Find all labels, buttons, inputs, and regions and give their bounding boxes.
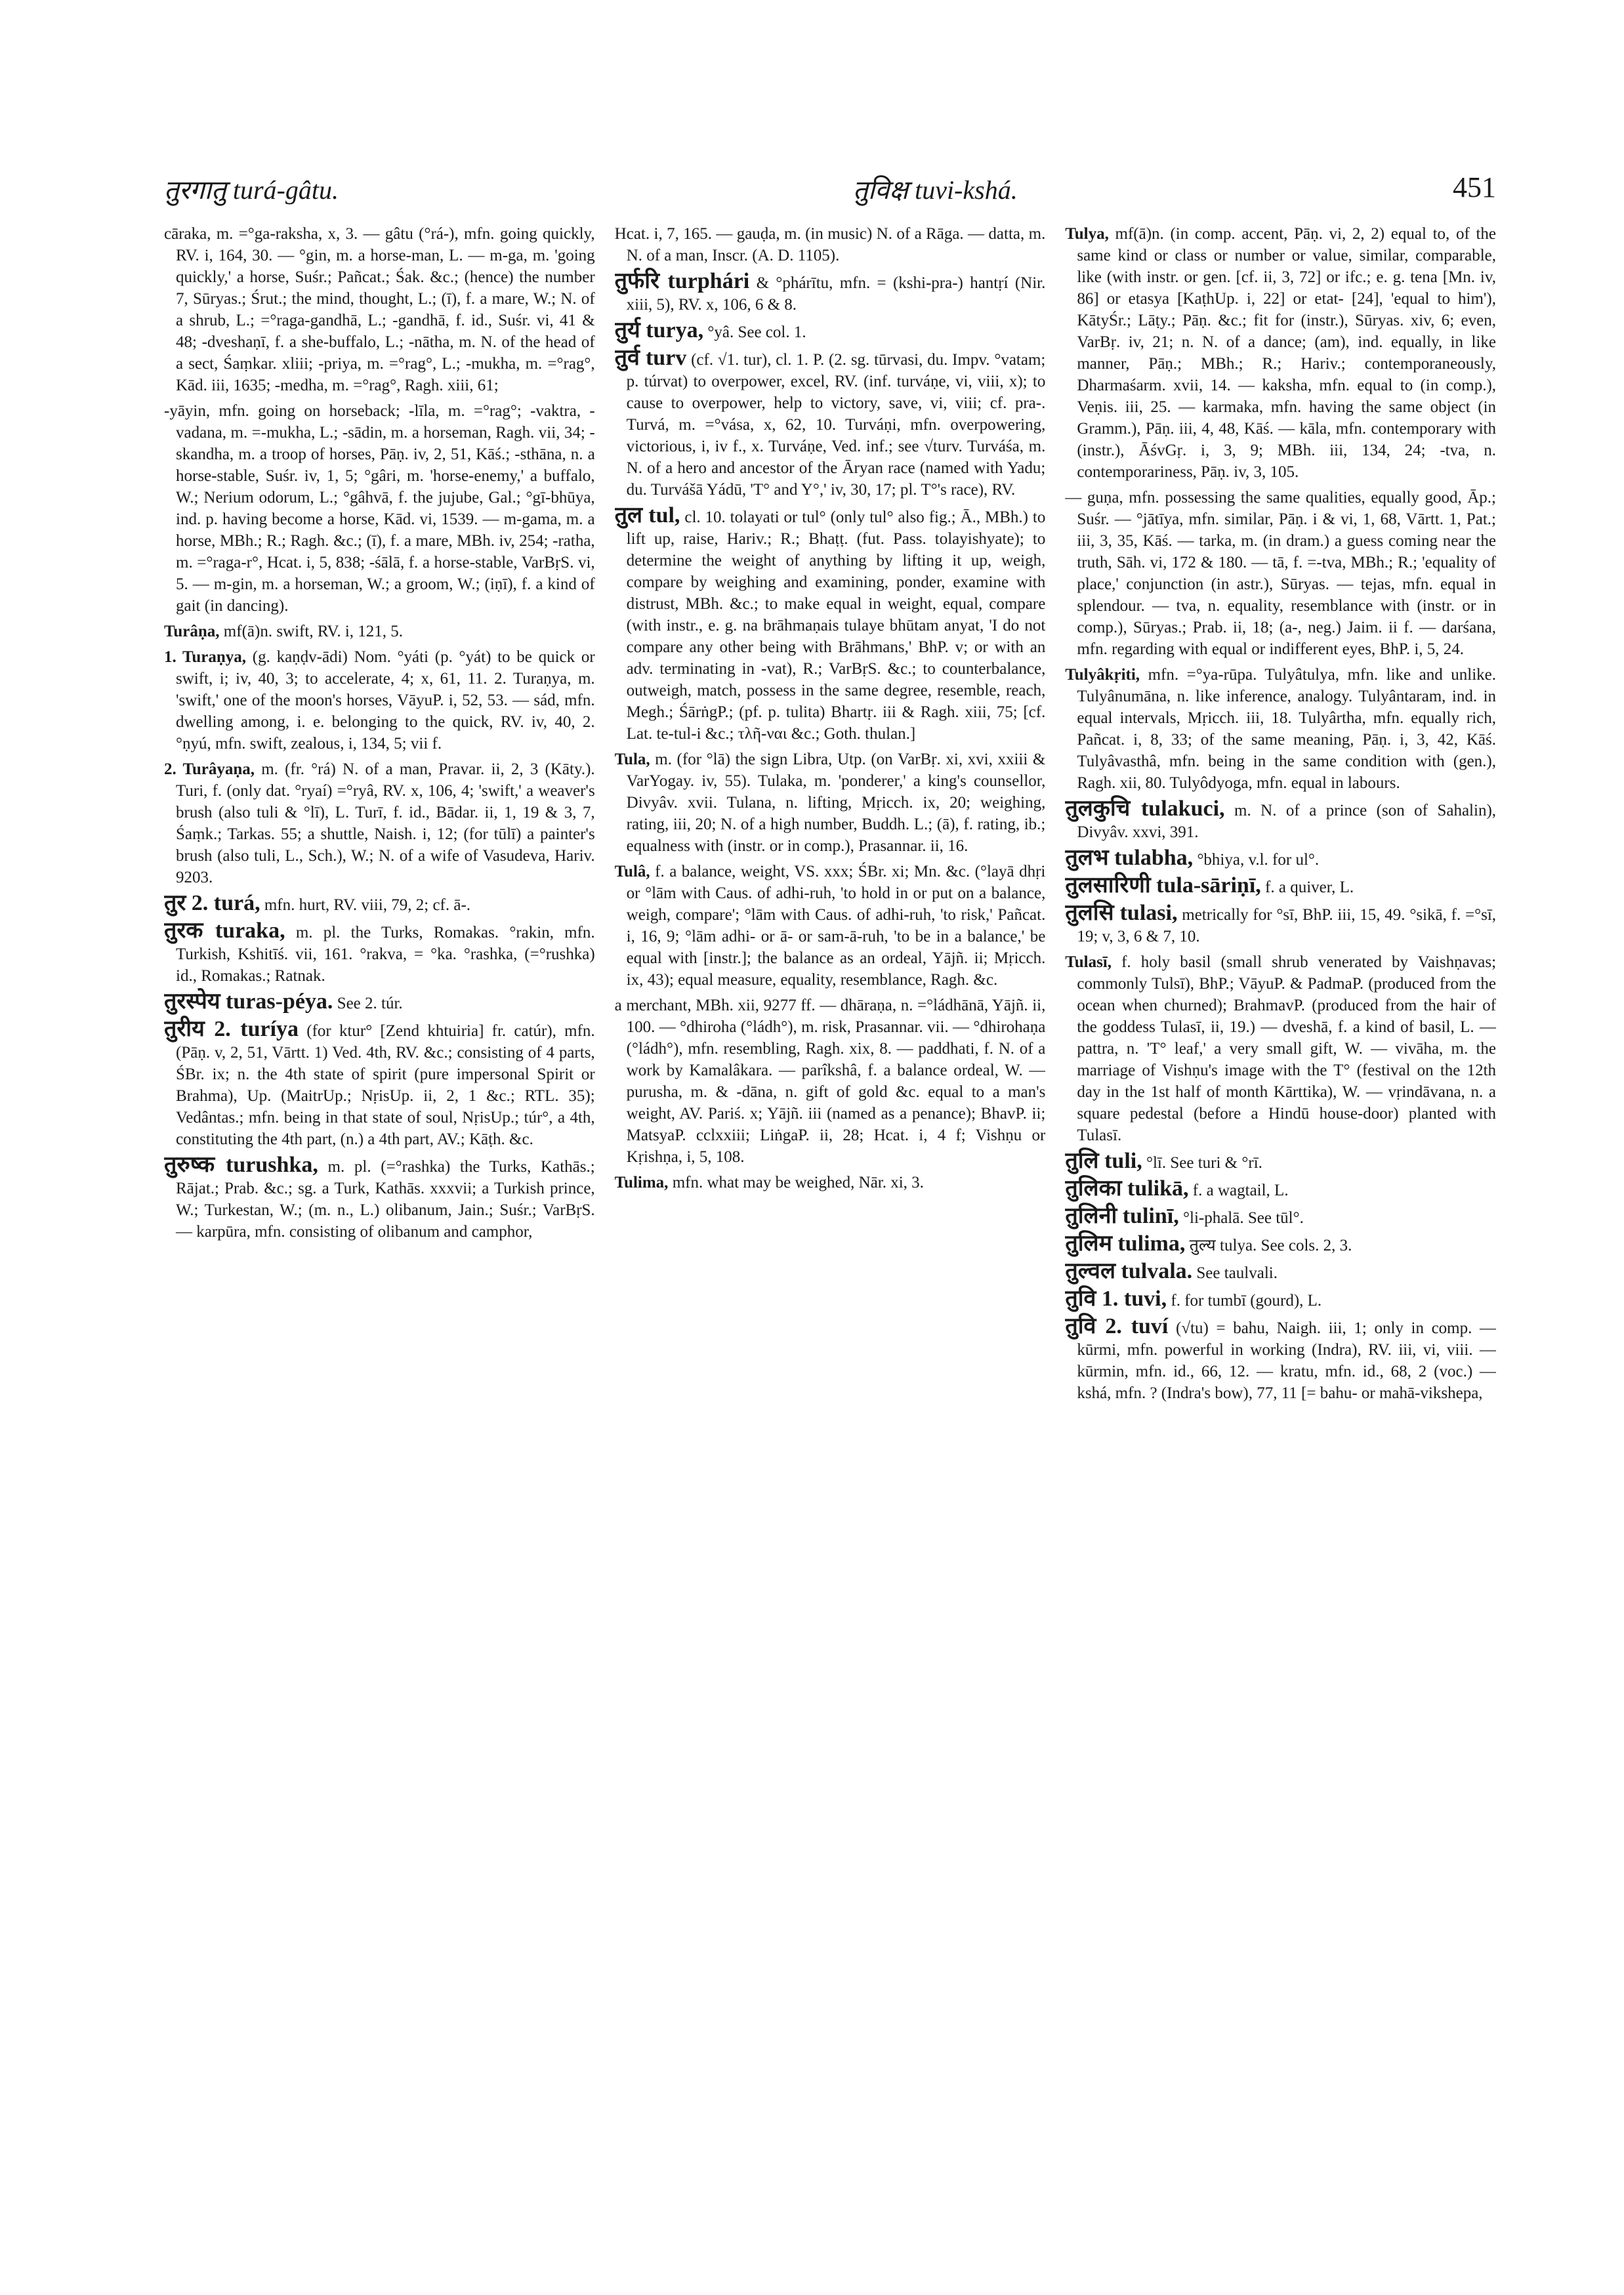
page-number: 451 (1453, 171, 1496, 203)
entry-definition: f. a balance, weight, VS. xxx; ŚBr. xi; Mn. &c. (°layā dhṛi or °lām with Caus. of adhi-ruh, 'to hold in or put on a balance, weigh, compare'; °lām with Caus. of adhi-ruh, 'to risk,' Pañcat. i, 16, 9; °lām adhi- or ā- or sam-ā-ruh, 'to be in a balance,' be equal with [instr.]; the balance as an ordeal, Yājñ. ii; Mṛicch. ix, 43); equal measure, equality, resemblance, Ragh. &c. (626, 863, 1046, 989)
entry-definition: °li-phalā. See tūl°. (1183, 1209, 1304, 1227)
entry-definition: & °phárītu, mfn. = (kshi-pra-) hantṛí (Nir. xiii, 5), RV. x, 106, 6 & 8. (626, 274, 1046, 314)
entry-definition: cl. 10. tolayati or tul° (only tul° also fig.; Ā., MBh.) to lift up, raise, Hariv.; R.; Bhaṭṭ. (fut. Pass. tolayishyate); to determine the weight of anything by lifting it up, weigh, compare by weighing and examining, ponder, examine with distrust, MBh. &c.; to make equal in weight, equal, compare (with instr., e. g. na brāhmaṇais tulaye bhūtam anyat, 'I do not compare any other being with Brāhmans,' BhP. v; or with an adv. terminating in -vat), R.; VarBṛS. &c.; to counterbalance, outweigh, match, possess in the same degree, resemble, reach, Megh.; ŚārṅgP.; (pf. p. tulita) Bhartṛ. iii & Ragh. xiii, 75; [cf. Lat. te-tul-i &c.; τλῆ-ναι &c.; Goth. thulan.] (626, 508, 1046, 743)
header-left-guideword: तुरगातु turá-gâtu. (164, 175, 339, 205)
dictionary-entry (615, 995, 1046, 1168)
entry-definition: m. pl. (=°rashka) the Turks, Kathās.; Rājat.; Prab. &c.; sg. a Turk, Kathās. xxxvii; a Turkish prince, W.; Turkestan, W.; (m. n., L.) olibanum, Jain.; Suśr.; VarBṛS. — karpūra, mfn. consisting of olibanum and camphor, (176, 1158, 595, 1241)
entry-definition: -yāyin, mfn. going on horseback; -līla, m. =°rag°; -vaktra, -vadana, m. =-mukha, L.; -sādin, m. a horseman, Ragh. vii, 34; -skandha, m. a troop of horses, Pāṇ. iv, 2, 51, Kāś.; -sthāna, n. a horse-stable, Suśr. iv, 1, 5; °gâri, m. 'horse-enemy,' a buffalo, W.; Nerium odorum, L.; °gâhvā, f. the jujube, Gal.; °gī-bhūya, ind. p. having become a horse, Kād. vi, 1539. — m-gama, m. a horse, MBh.; R.; Ragh. &c.; (ī), f. a mare, MBh. iv, 254; -ratha, m. =°raga-r°, Hcat. i, 5, 838; -śālā, f. a horse-stable, VarBṛS. vi, 5. — m-gin, m. a horseman, W.; a groom, W.; (iṇī), f. a kind of gait (in dancing). (164, 402, 595, 615)
entry-headword: Tulasī, (1065, 953, 1112, 971)
entry-headword: 2. Turâyaṇa, (164, 760, 255, 778)
header-right-guideword: तुविक्ष tuvi-kshá. (853, 175, 1018, 205)
dictionary-entry (164, 223, 595, 396)
entry-definition: f. a quiver, L. (1265, 879, 1354, 896)
entry-headword: तुलिनी tulinī, (1065, 1204, 1179, 1228)
entry-definition: °bhiya, v.l. for ul°. (1197, 851, 1320, 869)
entry-definition: metrically for °sī, BhP. iii, 15, 49. °sikā, f. =°sī, 19; v, 3, 6 & 7, 10. (1077, 906, 1497, 945)
entry-definition: f. holy basil (small shrub venerated by Vaishṇavas; commonly Tulsī), BhP.; VāyuP. & PadmaP. (produced from the ocean when churned); BrahmavP. (produced from the hair of the goddess Tulasī, ii, 19.) — dveshā, f. a kind of basil, L. — pattra, n. 'T° leaf,' a very small gift, W. — vivāha, m. the marriage of Vishṇu's image with the T° (festival on the 12th day in the 1st half of month Kārttika), W. — vṛindāvana, n. a square pedestal (before a Hindū house-door) planted with Tulasī. (1077, 953, 1497, 1144)
entry-headword: तुरस्पेय turas-péya. (164, 989, 333, 1014)
dictionary-entry (1065, 798, 1496, 843)
column-right (1065, 223, 1496, 2152)
dictionary-entry (164, 920, 595, 987)
entry-headword: Turâṇa, (164, 623, 220, 640)
entry-definition: तुल्य tulya. See cols. 2, 3. (1189, 1237, 1352, 1254)
dictionary-entry (164, 1154, 595, 1243)
entry-headword: तुलिका tulikā, (1065, 1176, 1189, 1201)
entry-headword: तुर 2. turá, (164, 891, 260, 915)
dictionary-entry (1065, 847, 1496, 871)
entry-headword: तुलभ tulabha, (1065, 846, 1194, 870)
entry-definition: mfn. hurt, RV. viii, 79, 2; cf. ā-. (264, 896, 471, 914)
dictionary-entry (1065, 875, 1496, 898)
dictionary-entry (164, 1018, 595, 1150)
dictionary-entry (615, 1172, 1046, 1193)
dictionary-entry (1065, 223, 1496, 483)
dictionary-entry (1065, 664, 1496, 794)
dictionary-entry (1065, 1178, 1496, 1201)
entry-definition: m. N. of a prince (son of Sahalin), Divyâv. xxvi, 391. (1077, 802, 1497, 841)
dictionary-entry (164, 991, 595, 1014)
dictionary-entry (1065, 902, 1496, 947)
dictionary-entry (615, 749, 1046, 857)
dictionary-entry (164, 621, 595, 642)
entry-definition: m. (fr. °rá) N. of a man, Pravar. ii, 2, 3 (Kāty.). Turi, f. (only dat. °ryaí) =°ryâ, RV. x, 106, 4; 'swift,' a weaver's brush (also tuli & °lī), L. Turī, f. id., Bādar. ii, 1, 19 & 3, 7, Śaṃk.; Tarkas. 55; a shuttle, Naish. i, 12; (for tūlī) a painter's brush (also tuli, L., Sch.), W.; N. of a wife of Vasudeva, Hariv. 9203. (176, 760, 595, 886)
dictionary-entry (1065, 487, 1496, 660)
entry-headword: तुलि tuli, (1065, 1149, 1142, 1173)
entry-definition: °lī. See turi & °rī. (1146, 1154, 1262, 1172)
entry-headword: Tulyâkṛiti, (1065, 666, 1140, 684)
dictionary-entry (164, 646, 595, 755)
entry-definition: See 2. túr. (337, 995, 403, 1012)
entry-definition: (g. kaṇḍv-ādi) Nom. °yáti (p. °yát) to be quick or swift, i; iv, 40, 3; to accelerate, 4; x, 61, 11. 2. Turaṇya, m. 'swift,' one of the moon's horses, VāyuP. i, 52, 53. — sád, mfn. dwelling among, i. e. belonging to the quick, RV. iv, 40, 2. °ṇyú, mfn. swift, zealous, i, 134, 5; vii f. (176, 648, 595, 753)
dictionary-entry (615, 347, 1046, 501)
entry-headword: Tulâ, (614, 863, 650, 880)
entry-definition: (for ktur° [Zend khtuiria] fr. catúr), mfn. (Pāṇ. v, 2, 51, Vārtt. 1) Ved. 4th, RV. &c.; consisting of 4 parts, ŚBr. ix; n. the 4th state of spirit (pure impersonal Spirit or Brahma), Up. (MaitrUp.; NṛisUp. ii, 2, 1 &c.; RTL. 35); Vedântas.; mfn. being in that state of soul, NṛisUp.; túr°, a 4th, constituting the 4th part, (n.) a 4th part, AV.; Kāṭh. &c. (176, 1022, 595, 1148)
dictionary-entry (1065, 1233, 1496, 1256)
entry-headword: 1. Turaṇya, (164, 648, 247, 666)
entry-definition: mfn. what may be weighed, Nār. xi, 3. (672, 1174, 924, 1191)
entry-headword: तुर्व turv (614, 346, 687, 370)
dictionary-entry (615, 505, 1046, 745)
entry-definition: m. pl. the Turks, Romakas. °rakin, mfn. Turkish, Kshitīś. vii, 161. °rakva, = °ka. °rashka, (=°rushka) id., Romakas.; Ratnak. (176, 924, 595, 985)
entry-definition: f. for tumbī (gourd), L. (1171, 1292, 1322, 1310)
entry-definition: f. a wagtail, L. (1192, 1182, 1289, 1199)
entry-headword: तुल्वल tulvala. (1065, 1259, 1193, 1283)
dictionary-entry (1065, 1315, 1496, 1404)
entry-definition: cāraka, m. =°ga-raksha, x, 3. — gâtu (°rá-), mfn. going quickly, RV. i, 164, 30. — °gin, m. a horse-man, L. — m-ga, m. 'going quickly,' a horse, Suśr.; Pañcat.; Śak. &c.; (hence) the number 7, Sūryas.; Śrut.; the mind, thought, L.; (ī), f. a mare, W.; N. of a shrub, L.; =°raga-gandhā, L.; -gandhā, f. id., Suśr. vi, 41 & 48; -dveshaṇī, f. a she-buffalo, L.; -nātha, m. N. of the head of a sect, Śaṃkar. xliii; -priya, m. =°rag°, L.; -mukha, m. =°rag°, Kād. iii, 1635; -medha, m. =°rag°, Ragh. xiii, 61; (164, 225, 595, 394)
entry-definition: m. (for °lā) the sign Libra, Utp. (on VarBṛ. xi, xvi, xxiii & VarYogay. iv, 55). Tulaka, m. 'ponderer,' a king's counsellor, Divyâv. xvii. Tulana, n. lifting, Mṛicch. ix, 20; weighing, rating, iii, 20; N. of a high number, Buddh. L.; (ā), f. rating, ib.; equalness with (instr. or in comp.), Prasannar. ii, 16. (626, 751, 1046, 855)
entry-definition: Hcat. i, 7, 165. — gauḍa, m. (in music) N. of a Rāga. — datta, m. N. of a man, Inscr. (A. D. 1105). (614, 225, 1046, 264)
entry-headword: Tula, (614, 751, 650, 768)
dictionary-entry (615, 223, 1046, 266)
dictionary-entry (164, 892, 595, 916)
entry-headword: तुल tul, (614, 503, 680, 527)
entry-headword: तुलिम tulima, (1065, 1231, 1186, 1256)
entry-definition: mf(ā)n. (in comp. accent, Pāṇ. vi, 2, 2) equal to, of the same kind or class or number or value, similar, comparable, like (with instr. or gen. [cf. ii, 3, 72] or ifc.; e. g. tena [Mn. iv, 86] or etasya [KaṭhUp. i, 22] or etat- [24], 'equal to him'), KātyŚr.; Lāṭy.; Pāṇ. &c.; fit for (instr.), Sūryas. xiv, 6; even, VarBṛ. iv, 21; n. N. of a dance; (am), ind. equally, in like manner, Pāṇ.; MBh.; R.; Hariv.; contemporaneously, Dharmaśarm. xvii, 14. — kaksha, mfn. equal to (in comp.), Veṇis. iii, 25. — karmaka, mfn. having the same object (in Gramm.), Pāṇ. iii, 4, 48, Kāś. — kāla, mfn. contemporary with (instr.), ĀśvGṛ. i, 3, 9; MBh. iii, 134, 24; -tva, n. contemporariness, Pāṇ. iv, 3, 105. (1077, 225, 1497, 481)
entry-definition: — guṇa, mfn. possessing the same qualities, equally good, Āp.; Suśr. — °jātīya, mfn. similar, Pāṇ. i & vi, 1, 68, Vārtt. 1, Pat.; iii, 3, 35, Kāś. — tarka, m. (in dram.) a guess coming near the truth, Sāh. vi, 172 & 180. — tā, f. =-tva, MBh.; R.; 'equality of place,' conjunction (in astr.), Sūryas. — tejas, mfn. equal in splendour. — tva, n. equality, resemblance with (instr. or in comp.), Sūryas.; Prab. ii, 18; (a-, neg.) Jaim. ii f. — darśana, mfn. regarding with equal or indifferent eyes, BhP. i, 5, 24. (1065, 489, 1497, 658)
dictionary-entry (1065, 1150, 1496, 1174)
dictionary-entry (615, 861, 1046, 991)
dictionary-entry (164, 400, 595, 617)
running-header (164, 171, 1496, 210)
column-left (164, 223, 595, 2152)
dictionary-entry (1065, 1260, 1496, 1284)
entry-headword: तुर्फरि turphári (614, 269, 750, 293)
dictionary-entry (164, 758, 595, 888)
entry-definition: °yâ. See col. 1. (707, 323, 806, 341)
entry-headword: तुवि 2. tuví (1065, 1314, 1169, 1338)
entry-headword: Tulima, (614, 1174, 669, 1191)
dictionary-entry (615, 270, 1046, 316)
entry-headword: तुलसि tulasi, (1065, 901, 1178, 925)
entry-headword: तुरीय 2. turíya (164, 1017, 299, 1041)
entry-definition: (cf. √1. tur), cl. 1. P. (2. sg. tūrvasi, du. Impv. °vatam; p. túrvat) to overpower, excel, RV. (inf. turváṇe, vi, viii, x); to cause to overpower, help to victory, save, vi, viii; cf. pra-. Turvá, m. =°vása, x, 62, 10. Turváṇi, mfn. overpowering, victorious, i, iv f., x. Turváṇe, Ved. inf.; see √turv. Turváśa, m. N. of a hero and ancestor of the Āryan race (named with Yadu; du. Turvášā Yádū, 'T° and Y°,' iv, 30, 17; pl. T°'s race), RV. (626, 351, 1046, 499)
dictionary-entry (1065, 951, 1496, 1146)
entry-headword: तुवि 1. tuvi, (1065, 1287, 1167, 1311)
entry-headword: Tulya, (1065, 225, 1109, 243)
entry-headword: तुलसारिणी tula-sāriṇī, (1065, 873, 1261, 898)
dictionary-entry (1065, 1205, 1496, 1229)
entry-headword: तुर्य turya, (614, 318, 704, 342)
dictionary-entry (1065, 1288, 1496, 1312)
entry-definition: See taulvali. (1196, 1264, 1278, 1282)
dictionary-columns (164, 223, 1496, 2152)
column-middle (615, 223, 1046, 2152)
entry-headword: तुरक turaka, (164, 919, 285, 943)
entry-headword: तुरुष्क turushka, (164, 1153, 318, 1177)
entry-definition: a merchant, MBh. xii, 9277 ff. — dhāraṇa, n. =°ládhānā, Yājñ. ii, 100. — °dhiroha (°ládh°), m. risk, Prasannar. vii. — °dhirohaṇa (°ládh°), mfn. resembling, Ragh. xix, 8. — paddhati, f. N. of a work by Kamalâkara. — parîkshâ, f. a balance ordeal, W. — purusha, m. & -dāna, n. gift of gold &c. equal to a man's weight, AV. Pariś. x; Yājñ. iii (named as a penance); BhavP. ii; MatsyaP. cclxxiii; LiṅgaP. ii, 28; Hcat. i, 4 f; Vishṇu or Kṛishṇa, i, 5, 108. (614, 997, 1046, 1166)
entry-headword: तुलकुचि tulakuci, (1065, 796, 1225, 821)
entry-definition: mf(ā)n. swift, RV. i, 121, 5. (223, 623, 404, 640)
entry-definition: (√tu) = bahu, Naigh. iii, 1; only in comp. — kūrmi, mfn. powerful in working (Indra), RV. iii, vi, viii. — kūrmin, mfn. id., 66, 12. — kratu, mfn. id., 68, 2 (voc.) — kshá, mfn. ? (Indra's bow), 77, 11 [= bahu- or mahā-vikshepa, (1077, 1319, 1497, 1402)
dictionary-entry (615, 320, 1046, 343)
entry-definition: mfn. =°ya-rūpa. Tulyâtulya, mfn. like and unlike. Tulyânumāna, n. like inference, analogy. Tulyântaram, ind. in equal intervals, Mṛicch. iii, 18. Tulyârtha, mfn. equally rich, Pañcat. i, 8, 33; of the same meaning, Pāṇ. i, 3, 42, Kāś. Tulyâvasthâ, mfn. being in the same condition with (gen.), Ragh. xii, 80. Tulyôdyoga, mfn. equal in labours. (1077, 666, 1497, 792)
